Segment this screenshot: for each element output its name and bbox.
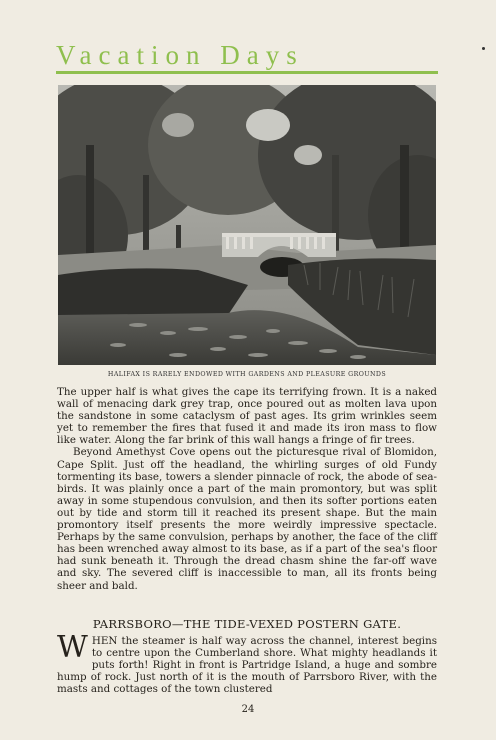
photo-caption: HALIFAX IS RARELY ENDOWED WITH GARDENS AND PLEASURE GROUNDS <box>107 371 387 378</box>
paragraph: Beyond Amethyst Cove opens out the picturesque rival of Blomidon, Cape Split. Just off the headland, the whirling surges of old Fundy tormenting its base, towers a slender pinnacle of rock, the abode of sea-birds. It was plainly once a part of the main promontory, but was split away in some stupendous convulsion, and then its softer portions eaten out by tide and storm till it reached its present shape. But the main promontory itself presents the more weirdly impressive spectacle. Perhaps by the same convulsion, perhaps by another, the face of the cliff has been wrenched away almost to its base, as if a part of the sea's floor had sunk beneath it. Through the dread chasm shine the far-off wave and sky. The severed cliff is inaccessible to man, all its fronts being sheer and bald. <box>57 446 437 592</box>
page-number: 24 <box>241 704 255 715</box>
ink-speck <box>482 47 485 50</box>
garden-bridge-illustration <box>58 85 436 365</box>
garden-photograph <box>58 85 436 365</box>
drop-cap: W <box>57 630 88 665</box>
paragraph: The upper half is what gives the cape its terrifying frown. It is a naked wall of menacing dark grey trap, once poured out as molten lava upon the sandstone in some cataclysm of past ages. Its grim wrinkles seem yet to remember the fires that fused it and made its iron mass to flow like water. Along the far brink of this wall hangs a fringe of fir trees. <box>57 386 437 447</box>
section-heading: PARRSBORO—THE TIDE-VEXED POSTERN GATE. <box>92 617 402 631</box>
paragraph: HEN the steamer is half way across the channel, interest begins to centre upon the Cumberland shore. What mighty headlands it puts forth! Right in front is Partridge Island, a huge and sombre hump of rock. Just north of it is the mouth of Parrsboro River, with the masts and cottages of the town clustered <box>57 635 437 696</box>
page-header-title: Vacation Days <box>56 40 304 70</box>
body-text <box>57 386 437 592</box>
header-rule <box>56 71 438 74</box>
dropcap-paragraph <box>57 630 437 696</box>
